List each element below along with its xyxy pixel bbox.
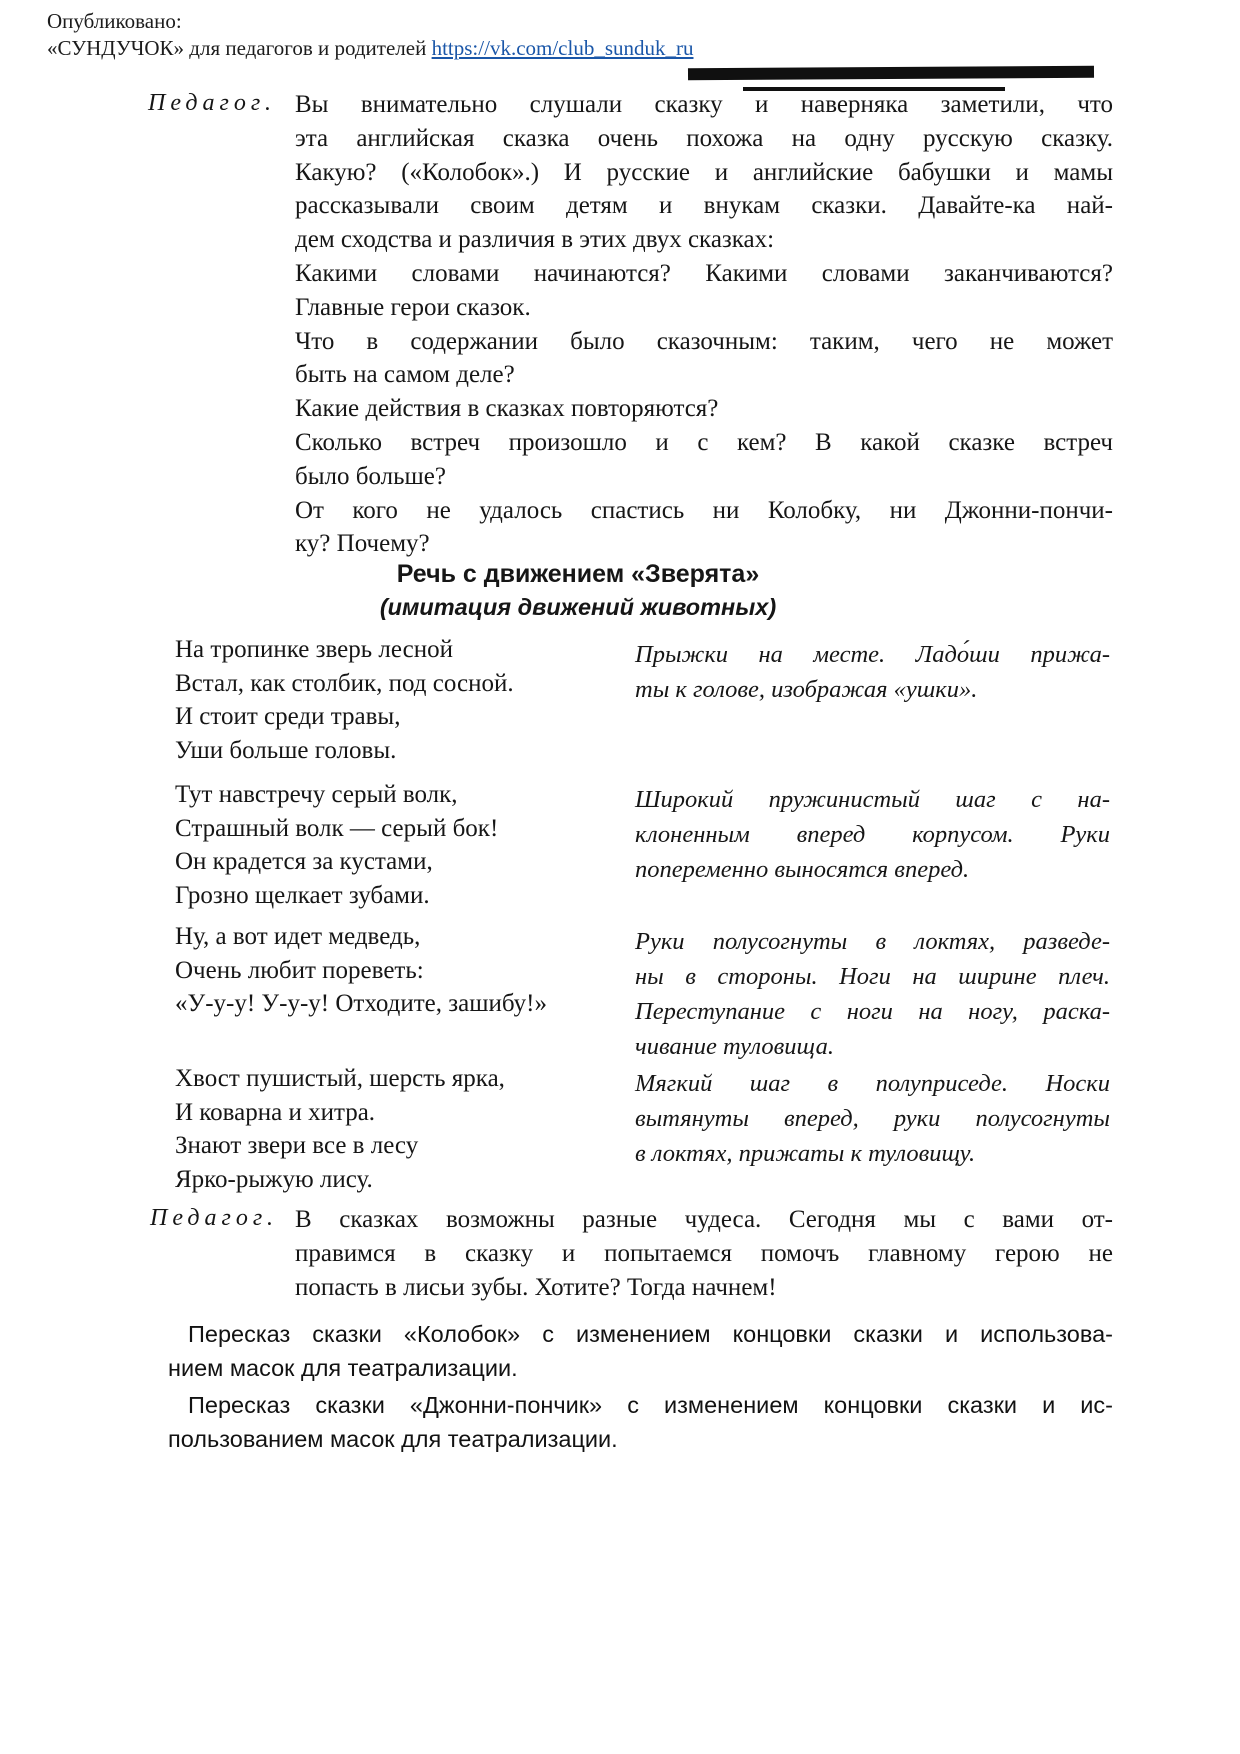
page-header: [47, 8, 694, 62]
published-label: Опубликовано:: [47, 9, 182, 33]
action-fox: [635, 1066, 1110, 1171]
verse-line: Ну, а вот идет медведь,: [175, 923, 421, 950]
section-heading: [148, 560, 1008, 621]
action-line: Прыжки на месте. Ладо́ши прижа-: [635, 641, 1110, 668]
action-line: в локтях, прижаты к туловищу.: [635, 1140, 976, 1167]
speech-line: рассказывали своим детям и внукам сказки. Давайте-ка най-: [295, 192, 1113, 220]
verse-line: «У-у-у! У-у-у! Отходите, зашибу!»: [175, 990, 547, 1017]
verse-bear: [175, 920, 625, 1021]
action-bear: [635, 924, 1110, 1064]
scan-artifact-bar: [688, 66, 1094, 80]
task-line: нием масок для театрализации.: [168, 1355, 518, 1381]
action-line: Широкий пружинистый шаг с на-: [635, 786, 1110, 813]
action-hare: [635, 637, 1110, 707]
action-line: ты к голове, изображая «ушки».: [635, 676, 978, 703]
teacher-dialog-2: [150, 1203, 1113, 1305]
verse-line: Тут навстречу серый волк,: [175, 781, 458, 808]
verse-line: Уши больше головы.: [175, 736, 397, 764]
action-line: Мягкий шаг в полуприседе. Носки: [635, 1070, 1110, 1097]
speech-line: Какими словами начинаются? Какими словами заканчиваются?: [295, 259, 1113, 287]
verse-line: Грозно щелкает зубами.: [175, 881, 430, 909]
speech-line: правимся в сказку и попытаемся помочъ главному герою не: [295, 1240, 1113, 1267]
task-paragraph-kolobok: [168, 1317, 1113, 1385]
verse-line: Страшный волк — серый бок!: [175, 814, 499, 842]
speech-line: От кого не удалось спастись ни Колобку, ни Джонни-пончи-: [295, 496, 1113, 524]
speech-line: дем сходства и различия в этих двух сказках:: [295, 226, 775, 254]
task-line: Пересказ сказки «Колобок» с изменением концовки сказки и использова-: [188, 1321, 1113, 1347]
speech-line: быть на самом деле?: [295, 361, 515, 389]
action-line: Руки полусогнуты в локтях, разведе-: [635, 928, 1110, 955]
speaker-label: Педагог.: [150, 1205, 278, 1231]
verse-line: Встал, как столбик, под сосной.: [175, 669, 514, 697]
speech-line: Какую? («Колобок».) И русские и английские бабушки и мамы: [295, 158, 1113, 186]
verse-line: Ярко-рыжую лису.: [175, 1165, 373, 1193]
task-line: пользованием масок для театрализации.: [168, 1426, 618, 1452]
speech-line: ку? Почему?: [295, 530, 430, 558]
speech-line: В сказках возможны разные чудеса. Сегодня мы с вами от-: [295, 1206, 1113, 1233]
source-prefix: «СУНДУЧОК» для педагогов и родителей: [47, 36, 432, 60]
action-line: чивание туловища.: [635, 1033, 834, 1060]
source-line: [47, 35, 694, 62]
verse-wolf: [175, 778, 625, 912]
source-link[interactable]: https://vk.com/club_sunduk_ru: [431, 36, 694, 60]
speech-line: Сколько встреч произошло и с кем? В какой сказке встреч: [295, 428, 1113, 456]
action-line: вытянуты вперед, руки полусогнуты: [635, 1105, 1110, 1132]
speech-lines: [295, 88, 1113, 561]
verse-line: И стоит среди травы,: [175, 703, 401, 730]
retelling-tasks: [168, 1317, 1113, 1456]
speech-line: эта английская сказка очень похожа на одну русскую сказку.: [295, 124, 1113, 152]
task-paragraph-johnny: [168, 1388, 1113, 1456]
speaker-label: Педагог.: [148, 90, 276, 116]
section-title: Речь с движением «Зверята»: [396, 560, 760, 588]
action-wolf: [635, 782, 1110, 887]
task-line: Пересказ сказки «Джонни-пончик» с изменением концовки сказки и ис-: [188, 1392, 1113, 1418]
verse-hare: [175, 633, 625, 767]
verse-fox: [175, 1062, 625, 1196]
verse-line: Хвост пушистый, шерсть ярка,: [175, 1065, 505, 1092]
section-subtitle: (имитация движений животных): [379, 594, 777, 620]
verse-line: На тропинке зверь лесной: [175, 636, 453, 663]
verse-line: Он крадется за кустами,: [175, 848, 433, 875]
action-line: клоненным вперед корпусом. Руки: [635, 821, 1110, 848]
speech-line: Главные герои сказок.: [295, 293, 531, 321]
speech-line: Вы внимательно слушали сказку и наверняка заметили, что: [295, 91, 1113, 118]
verse-line: Очень любит пореветь:: [175, 956, 424, 984]
verse-line: И коварна и хитра.: [175, 1098, 376, 1126]
speech-line: попасть в лисьи зубы. Хотите? Тогда начнем!: [295, 1274, 777, 1301]
speech-line: было больше?: [295, 462, 446, 490]
speech-lines: [295, 1203, 1113, 1305]
action-line: попеременно выносятся вперед.: [635, 856, 970, 883]
verse-line: Знают звери все в лесу: [175, 1132, 419, 1159]
teacher-dialog-1: [148, 88, 1113, 561]
action-line: Переступание с ноги на ногу, раска-: [635, 998, 1110, 1025]
speech-line: Какие действия в сказках повторяются?: [295, 395, 719, 423]
action-line: ны в стороны. Ноги на ширине плеч.: [635, 963, 1110, 990]
speech-line: Что в содержании было сказочным: таким, чего не может: [295, 327, 1113, 355]
